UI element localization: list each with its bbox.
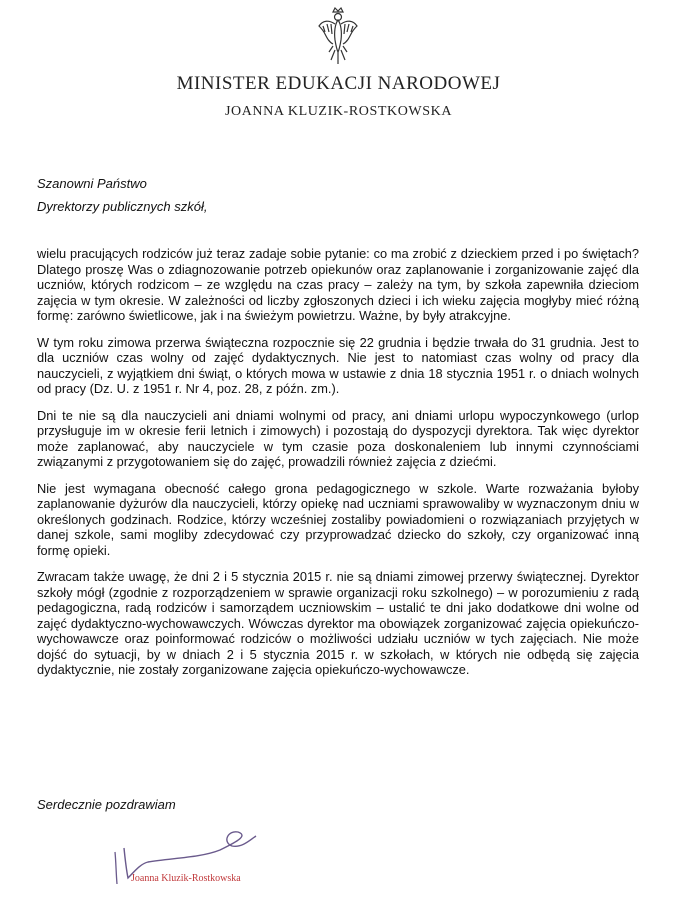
polish-eagle-emblem-icon	[317, 6, 359, 66]
salutation-line-2: Dyrektorzy publicznych szkół,	[37, 199, 208, 214]
letterhead-title: MINISTER EDUKACJI NARODOWEJ	[176, 73, 501, 94]
paragraph-5: Zwracam także uwagę, że dni 2 i 5 stycznia 2015 r. nie są dniami zimowej przerwy świątecznej. Dyrektor szkoły mógł (zgodnie z rozporządzeniem w sprawie organizacji roku szkolnego) – w porozumieniu z radą pedagogiczna, radą rodziców i samorządem uczniowskim – ustalić te dni jako dodatkowe dni wolne od zajęć dydaktyczno-wychowawczych. Wówczas dyrektor ma obowiązek zorganizować zajęcia opiekuńczo-wychowawcze oraz poinformować rodziców o możliwości udziału uczniów w tych zajęciach. Nie może dojść do sytuacji, by w dniach 2 i 5 stycznia 2015 r. w szkołach, w których nie odbędą się zajęcia dydaktycznie, nie zostały zorganizowane zajęcia opiekuńczo-wychowawcze.	[37, 569, 639, 677]
paragraph-3: Dni te nie są dla nauczycieli ani dniami wolnymi od pracy, ani dniami urlopu wypoczynkowego (urlop przysługuje im w okresie ferii letnich i zimowych) i pozostają do dyspozycji dyrektora. Tak więc dyrektor może zaplanować, aby nauczyciele w tym czasie poza doskonaleniem lub innymi czynnościami związanymi z przygotowaniem się do zajęć, prowadzili również zajęcia z dziećmi.	[37, 407, 639, 469]
salutation-line-1: Szanowni Państwo	[37, 176, 147, 191]
closing-line: Serdecznie pozdrawiam	[37, 797, 176, 812]
paragraph-1: wielu pracujących rodziców już teraz zadaje sobie pytanie: co ma zrobić z dzieckiem przed i po świętach? Dlatego proszę Was o zdiagnozowanie potrzeb opiekunów oraz zaplanowanie i zorganizowanie zajęć dla uczniów, których rodzicom – ze względu na czas pracy – zależy na tym, by szkoła zapewniła dzieciom zajęcia w tym okresie. W zależności od liczby zgłoszonych dzieci i ich wieku zajęcia mogłyby mieć różną formę: zarówno świetlicowe, jak i na świeżym powietrzu. Ważne, by były atrakcyjne.	[37, 246, 639, 323]
letterhead-name: JOANNA KLUZIK-ROSTKOWSKA	[224, 104, 453, 119]
paragraph-2: W tym roku zimowa przerwa świąteczna rozpocznie się 22 grudnia i będzie trwała do 31 grudnia. Jest to dla uczniów czas wolny od zajęć dydaktycznych. Nie jest to natomiast czas wolny od pracy dla nauczycieli, z wyjątkiem dni świąt, o których mowa w ustawie z dnia 18 stycznia 1951 r. o dniach wolnych od pracy (Dz. U. z 1951 r. Nr 4, poz. 28, z późn. zm.).	[37, 334, 639, 396]
paragraph-4: Nie jest wymagana obecność całego grona pedagogicznego w szkole. Warte rozważania byłoby zaplanowanie dyżurów dla nauczycieli, którzy opiekę nad uczniami sprawowaliby w wyznaczonym dniu w określonych godzinach. Rodzice, którzy wcześniej zostaliby powiadomieni o rozwiązaniach przyjętych w danej szkole, sami mogliby zdecydować czy przyprowadzać dziecko do szkoły, czy organizować inną formę opieki.	[37, 480, 639, 558]
letter-body	[37, 246, 639, 689]
signature-name: Joanna Kluzik-Rostkowska	[131, 873, 241, 884]
